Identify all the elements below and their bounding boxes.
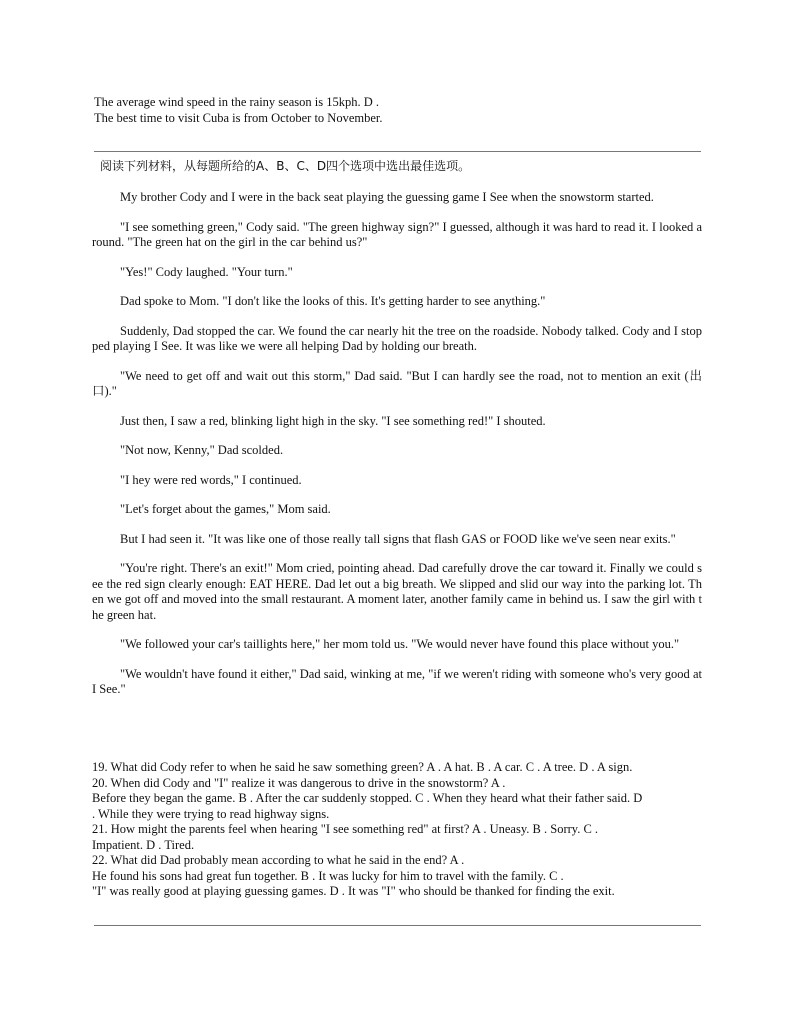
question-line: He found his sons had great fun together. B . It was lucky for him to travel with the family. C . <box>92 868 564 883</box>
passage-paragraph: But I had seen it. "It was like one of those really tall signs that flash GAS or FOOD like we've seen near exits." <box>120 531 676 546</box>
passage-paragraph: "Let's forget about the games," Mom said. <box>120 502 331 516</box>
question-line: 20. When did Cody and "I" realize it was dangerous to drive in the snowstorm? A . <box>92 775 506 790</box>
passage-paragraph: "We wouldn't have found it either," Dad said, winking at me, "if we weren't riding with someone who's very good at I See." <box>92 666 702 696</box>
passage-paragraph: "I hey were red words," I continued. <box>120 472 302 487</box>
question-line: Before they began the game. B . After the car suddenly stopped. C . When they heard what their father said. D <box>92 791 643 805</box>
passage-paragraph: "Not now, Kenny," Dad scolded. <box>120 443 284 457</box>
question-line: 19. What did Cody refer to when he said he saw something green? A . A hat. B . A car. C . A tree. D . A sign. <box>92 760 633 774</box>
passage-paragraph: "I see something green," Cody said. "The green highway sign?" I guessed, although it was hard to read it. I looked around. "The green hat on the girl in the car behind us?" <box>92 219 702 249</box>
option-line: The best time to visit Cuba is from October to November. <box>94 111 383 125</box>
question-line: . While they were trying to read highway signs. <box>92 806 330 821</box>
option-line: The average wind speed in the rainy season is 15kph. D . <box>94 95 379 109</box>
passage-paragraph: "We followed your car's taillights here," her mom told us. "We would never have found this place without you." <box>120 637 680 651</box>
reading-passage <box>92 190 702 712</box>
question-line: 22. What did Dad probably mean according to what he said in the end? A . <box>92 853 465 867</box>
passage-paragraph: Dad spoke to Mom. "I don't like the looks of this. It's getting harder to see anything." <box>120 294 546 308</box>
passage-paragraph: My brother Cody and I were in the back seat playing the guessing game I See when the snowstorm started. <box>120 190 654 204</box>
question-line: 21. How might the parents feel when hearing "I see something red" at first? A . Uneasy. B . Sorry. C . <box>92 822 599 836</box>
reading-instruction: 阅读下列材料，从每题所给的A、B、C、D四个选项中选出最佳选项。 <box>100 159 471 173</box>
preceding-options <box>94 94 704 126</box>
passage-paragraph: "We need to get off and wait out this storm," Dad said. "But I can hardly see the road, not to mention an exit (出口)." <box>92 368 702 398</box>
passage-paragraph: "You're right. There's an exit!" Mom cried, pointing ahead. Dad carefully drove the car toward it. Finally we could see the red sign clearly enough: EAT HERE. Dad let out a big breath. We slipped and slid our way into the parking lot. Then we got off and moved into the small restaurant. A moment later, another family came in behind us. I saw the girl with the green hat. <box>92 561 702 622</box>
question-line: "I" was really good at playing guessing games. D . It was "I" who should be thanked for finding the exit. <box>92 884 615 898</box>
passage-paragraph: Suddenly, Dad stopped the car. We found the car nearly hit the tree on the roadside. Nobody talked. Cody and I stopped playing I See. It was like we were all helping Dad by holding our breath. <box>92 323 702 353</box>
section-divider-bottom <box>94 925 701 926</box>
question-line: Impatient. D . Tired. <box>92 837 195 852</box>
question-list <box>92 760 702 900</box>
section-divider-top <box>94 151 701 152</box>
passage-paragraph: "Yes!" Cody laughed. "Your turn." <box>120 264 293 279</box>
passage-paragraph: Just then, I saw a red, blinking light high in the sky. "I see something red!" I shouted. <box>120 413 546 428</box>
